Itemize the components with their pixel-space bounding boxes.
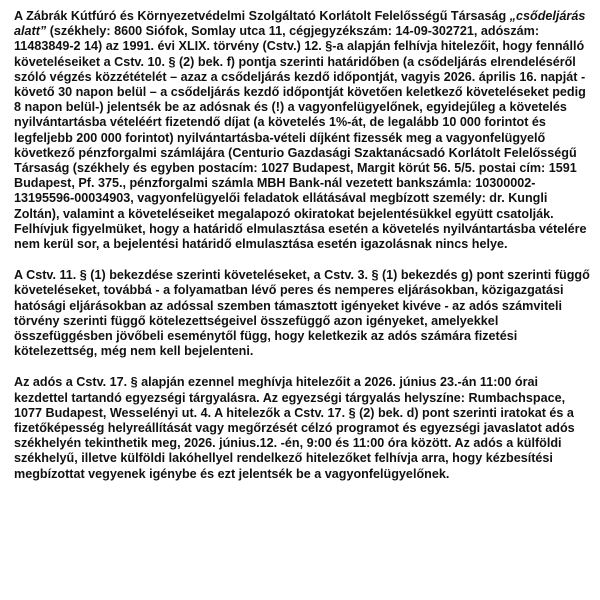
company-name: A Zábrák Kútfúró és Környezetvédelmi Szolgáltató Korlátolt Felelősségű Társaság: [14, 9, 507, 23]
paragraph-gap: [14, 252, 592, 268]
paragraph-creditor-call-text: (székhely: 8600 Siófok, Somlay utca 11, cégjegyzékszám: 14-09-302721, adószám: 11483849-2 14) az 1991. évi XLIX. törvény (Cstv.) 12. §-a alapján felhívja hitelezőit, hogy fennálló követeléseiket a Cstv. 10. § (2) bek. f) pontja szerinti határidőben (a csődeljárás elrendeléséről szóló végzés közzétételét – azaz a csődeljárás kezdő időpontját, vagyis 2026. április 16. napját - követő 30 napon belül – a csődeljárás kezdő időpontját követően keletkező követeléseket pedig 8 napon belül-) jelentsék be az adósnak és (!) a vagyonfelügyelőnek, egyidejűleg a követelés nyilvántartásba vételéért fizetendő díjat (a követelés 1%-át, de legalább 10 000 forintot és legfeljebb 200 000 forintot) nyilvántartásba-vételi díjként fizessék meg a vagyonfelügyelő következő pénzforgalmi számlájára (Centurio Gazdasági Szaktanácsadó Korlátolt Felelősségű Társaság (székhely és egyben postacím: 1027 Budapest, Margit körút 56. 5/5. postai cím: 1591 Budapest, Pf. 375., pénzforgalmi számla MBH Bank-nál vezetett bankszámla: 10300002-13195596-00034903, vagyonfelügyelői feladatok ellátásával megbízott személy: dr. Kungli Zoltán), valamint a követeléseiket megalapozó okiratokat bejelentésükkel együtt csatolják.: [14, 24, 586, 221]
paragraph-settlement-meeting: Az adós a Cstv. 17. § alapján ezennel meghívja hitelezőit a 2026. június 23.-án 11:00 órai kezdettel tartandó egyezségi tárgyalásra. Az egyezségi tárgyalás helyszíne: Rumbachspace, 1077 Budapest, Wesselényi ut. 4. A hitelezők a Cstv. 17. § (2) bek. d) pont szerinti iratokat és a fizetőképesség helyreállítását vagy megőrzését célzó programot és egyezségi javaslatot adós székhelyén tekinthetik meg, 2026. június.12. -én, 9:00 és 11:00 óra között. Az adós a külföldi székhelyű, illetve külföldi lakóhellyel rendelkező hitelezőket felhívja arra, hogy kézbesítési megbízottat vegyenek igénybe és ezt jelentsék be a vagyonfelügyelőnek.: [14, 375, 575, 481]
paragraph-creditor-call: [14, 9, 592, 222]
notice-document: [14, 9, 592, 482]
paragraph-deadline-warning: Felhívjuk figyelmüket, hogy a határidő elmulasztása esetén a követelés nyilvántartásba vételére nem kerül sor, a bejelentési határidő elmulasztása esetén igazolásnak nincs helye.: [14, 221, 587, 252]
paragraph-gap: [14, 359, 592, 375]
paragraph-exempt-claims: A Cstv. 11. § (1) bekezdése szerinti követeléseket, a Cstv. 3. § (1) bekezdés g) pont szerinti függő követeléseket, továbbá - a folyamatban lévő peres és nemperes eljárásokban, közigazgatási hatósági eljárásokban az adóssal szemben támasztott igényeket kivéve - az adós számviteli törvény szerinti függő kötelezettségeivel összefüggő azon igényeket, amelyekkel összefüggésben jövőbeli eseménytől függ, hogy keletkezik az adós számára fizetési kötelezettség, még nem kell bejelenteni.: [14, 268, 590, 359]
bankruptcy-status: „csődeljárás alatt”: [14, 9, 586, 39]
